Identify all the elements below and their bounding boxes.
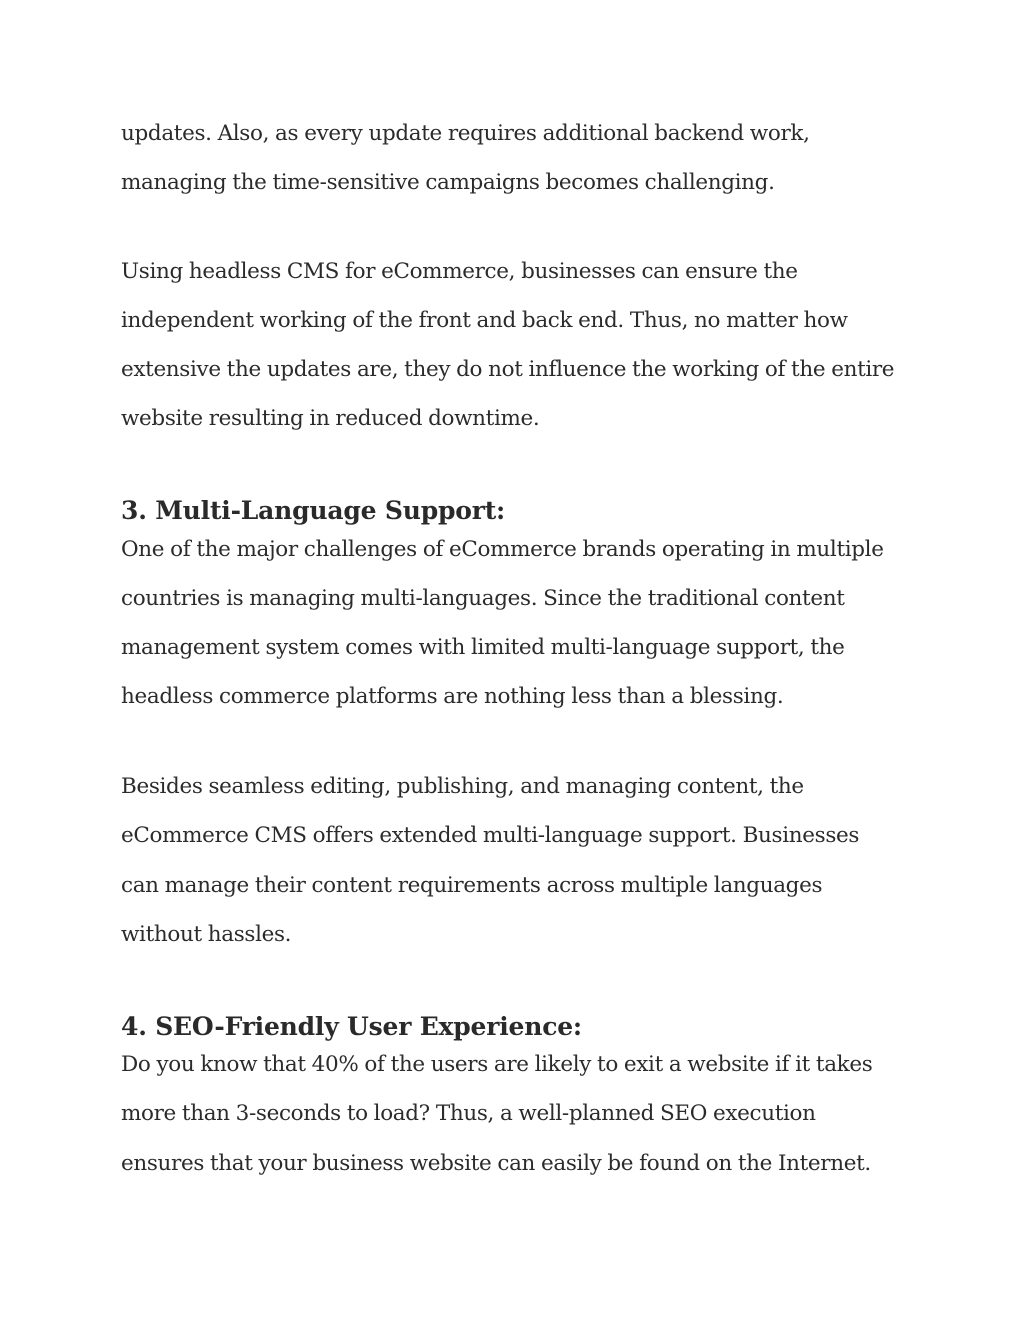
paragraph-line: ensures that your business website can easily be found on the Internet. bbox=[121, 1151, 871, 1176]
paragraph-line: website resulting in reduced downtime. bbox=[121, 406, 540, 431]
paragraph-line: Do you know that 40% of the users are likely to exit a website if it takes bbox=[121, 1052, 873, 1077]
paragraph-line: managing the time-sensitive campaigns becomes challenging. bbox=[121, 170, 775, 195]
paragraph-line: headless commerce platforms are nothing less than a blessing. bbox=[121, 684, 784, 709]
paragraph-line: more than 3-seconds to load? Thus, a well-planned SEO execution bbox=[121, 1101, 816, 1126]
paragraph-line: independent working of the front and back end. Thus, no matter how bbox=[121, 308, 848, 333]
paragraph-line: countries is managing multi-languages. Since the traditional content bbox=[121, 586, 845, 611]
paragraph-line: updates. Also, as every update requires additional backend work, bbox=[121, 121, 810, 146]
paragraph-line: Using headless CMS for eCommerce, businesses can ensure the bbox=[121, 259, 798, 284]
section-heading-multi-language: 3. Multi-Language Support: bbox=[121, 496, 506, 525]
paragraph-line: management system comes with limited multi-language support, the bbox=[121, 635, 845, 660]
paragraph-line: extensive the updates are, they do not influence the working of the entire bbox=[121, 357, 895, 382]
paragraph-line: One of the major challenges of eCommerce brands operating in multiple bbox=[121, 537, 884, 562]
section-heading-seo-friendly: 4. SEO-Friendly User Experience: bbox=[121, 1012, 582, 1041]
paragraph-line: eCommerce CMS offers extended multi-language support. Businesses bbox=[121, 823, 860, 848]
paragraph-line: Besides seamless editing, publishing, and managing content, the bbox=[121, 774, 804, 799]
paragraph-line: without hassles. bbox=[121, 922, 292, 947]
paragraph-line: can manage their content requirements across multiple languages bbox=[121, 873, 823, 898]
